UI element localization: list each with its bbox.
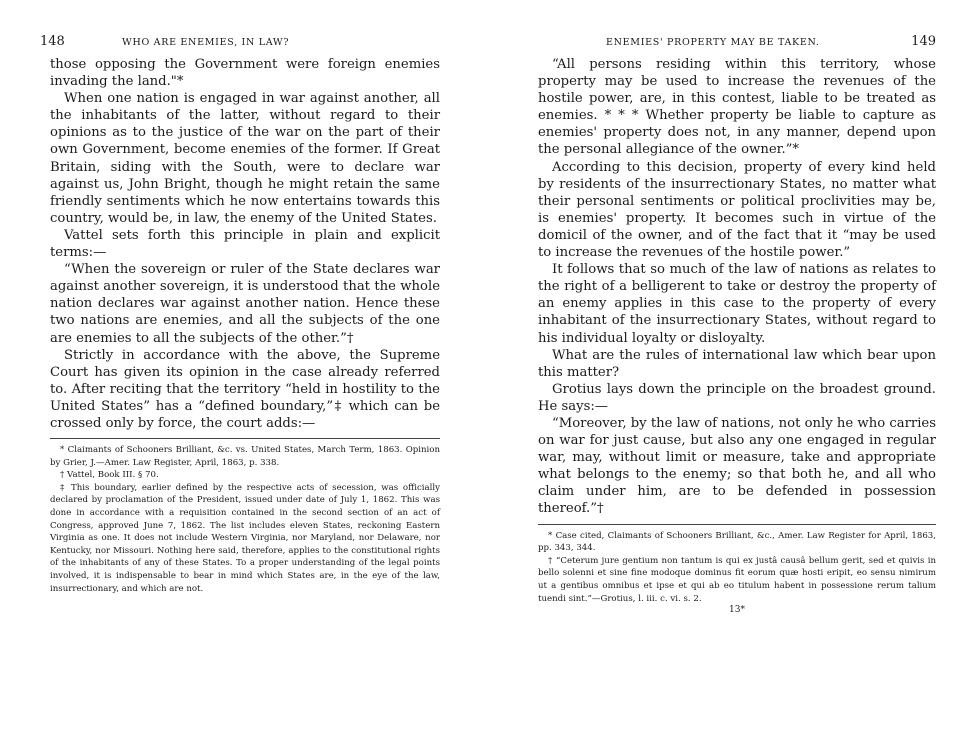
block-quote: “Moreover, by the law of nations, not only he who carries on war for just cause, but also any one engaged in regular war, may, without limit or measure, take and appropriate what belongs to the enemy; so that both he, and all who claim under him, are to be defended in possession thereof.”†	[538, 415, 936, 517]
left-page	[40, 34, 440, 595]
footnote-divider	[50, 438, 440, 439]
footnote: * Claimants of Schooners Brilliant, &c. vs. United States, March Term, 1863. Opinion by Grier, J.—Amer. Law Register, April, 1863, p. 338.	[50, 445, 440, 468]
paragraph: According to this decision, property of every kind held by residents of the insurrectionary States, no matter what their personal sentiments or political proclivities may be, is enemies' property. It becomes such in virtue of the domicil of the owner, and of the fact that it “may be used to increase the revenues of the hostile power.”	[538, 159, 936, 261]
paragraph: Strictly in accordance with the above, the Supreme Court has given its opinion in the case already referred to. After reciting that the territory “held in hostility to the United States” has a “defined boundary,”‡ which can be crossed only by force, the court adds:—	[50, 347, 440, 431]
left-running-head: WHO ARE ENEMIES, IN LAW?	[122, 37, 290, 48]
signature-mark: 13*	[729, 605, 745, 616]
footnote: † Vattel, Book III. § 70.	[60, 470, 159, 481]
left-page-number: 148	[40, 34, 65, 49]
right-page-number: 149	[911, 34, 936, 49]
paragraph: Grotius lays down the principle on the broadest ground. He says:—	[538, 381, 936, 414]
paragraph: What are the rules of international law which bear upon this matter?	[538, 347, 936, 380]
right-running-head: ENEMIES' PROPERTY MAY BE TAKEN.	[606, 37, 820, 48]
paragraph: those opposing the Government were foreign enemies invading the land."*	[50, 57, 440, 90]
paragraph: When one nation is engaged in war against another, all the inhabitants of the latter, without regard to their opinions as to the justice of the war on the part of their own Government, become enemies of the former. If Great Britain, siding with the South, were to declare war against us, John Bright, though he might retain the same friendly sentiments which he now entertains towards this country, would be, in law, the enemy of the United States.	[50, 91, 440, 226]
footnote: * Case cited, Claimants of Schooners Brilliant, &c., Amer. Law Register for April, 1863, pp. 343, 344.	[538, 530, 936, 554]
left-page-header	[40, 34, 440, 56]
footnote-divider	[538, 524, 936, 525]
block-quote: “All persons residing within this territory, whose property may be used to increase the revenues of the hostile power, are, in this contest, liable to be treated as enemies. * * * Whether property be liable to capture as enemies' property does not, in any manner, depend upon the personal allegiance of the owner.”*	[538, 57, 936, 158]
right-page-header	[538, 34, 936, 56]
right-page	[538, 34, 936, 615]
paragraph: Vattel sets forth this principle in plain and explicit terms:—	[50, 227, 440, 261]
block-quote: “When the sovereign or ruler of the State declares war against another sovereign, it is understood that the whole nation declares war against another nation. Hence these two nations are enemies, and all the subjects of the one are enemies to all the subjects of the other.”†	[50, 262, 440, 346]
footnote: ‡ This boundary, earlier defined by the respective acts of secession, was officially declared by proclamation of the President, issued under date of July 1, 1862. This was done in accordance with a requisition contained in the second section of an act of Congress, approved June 7, 1862. The list includes eleven States, reckoning Eastern Virginia as one. It does not include Western Virginia, nor Maryland, nor Delaware, nor Kentucky, nor Missouri. Nothing here said, therefore, applies to the constitutional rights of the inhabitants of any of these States. To a proper understanding of the legal points involved, it is indispensable to bear in mind which States are, in the eye of the law, insurrectionary, and which are not.	[50, 482, 440, 594]
footnote: † “Ceterum jure gentium non tantum is qui ex justâ causâ bellum gerit, sed et quivis in bello solenni et sine fine modoque dominus fit eorum quæ hosti eripit, eo sensu nimirum ut a gentibus omnibus et ipse et qui ab eo titulum habent in possessione rerum talium tuendi sint.”—Grotius, l. iii. c. vi. s. 2.	[538, 555, 936, 604]
paragraph: It follows that so much of the law of nations as relates to the right of a belligerent to take or destroy the property of an enemy applies in this case to the property of every inhabitant of the insurrectionary States, without regard to his individual loyalty or disloyalty.	[538, 262, 936, 346]
